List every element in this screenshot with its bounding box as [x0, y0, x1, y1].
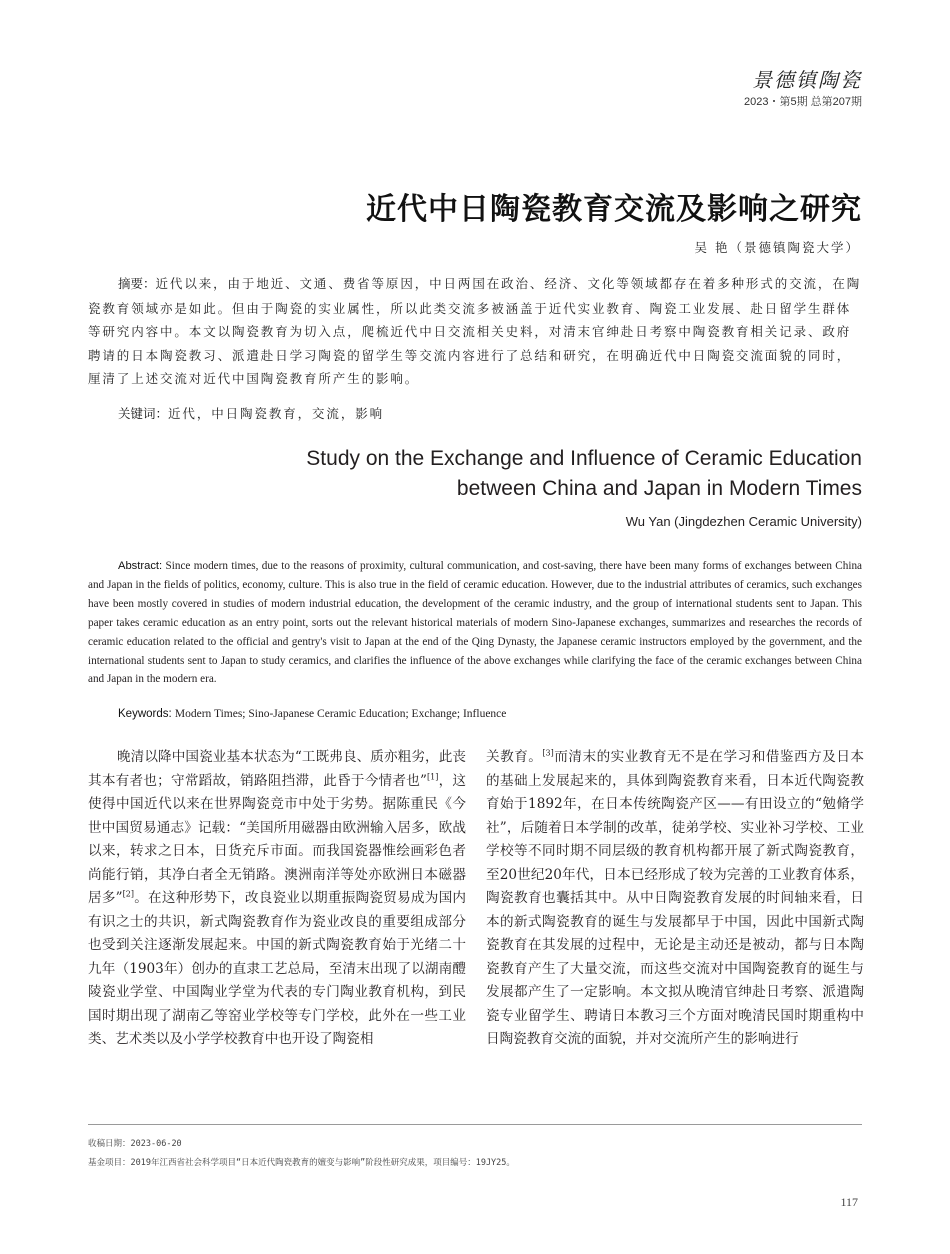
- cn-author: 吴 艳（景德镇陶瓷大学）: [694, 240, 860, 255]
- body-left-text-3: 。在这种形势下，改良瓷业以期重振陶瓷贸易成为国内有识之士的共识，新式陶瓷教育作为瓷业改良的重要组成部分也受到关注逐渐发展起来。中国的新式陶瓷教育始于光绪二十九年（1903年）创办的直隶工艺总局，至清末出现了以湖南醴陵瓷业学堂、中国陶业学堂为代表的专门陶业教育机构，到民国时期出现了湖南乙等窑业学校等专门学校，此外在一些工业类、艺术类以及小学学校教育中也开设了陶瓷相: [88, 890, 467, 1047]
- footnote-received: 收稿日期：2023-06-20: [88, 1139, 182, 1149]
- cn-keywords-label: 关键词：: [118, 407, 169, 421]
- cn-abstract-label: 摘要：: [118, 277, 156, 291]
- body-right-text-2: 而清末的实业教育无不是在学习和借鉴西方及日本的基础上发展起来的，具体到陶瓷教育来看，日本近代陶瓷教育始于1892年，在日本传统陶瓷产区——有田设立的“勉脩学社”，后随着日本学制的改革，徒弟学校、实业补习学校、工业学校等不同时期不同层级的教育机构都开展了新式陶瓷教育，至20世纪20年代，日本已经形成了较为完善的工业教育体系，陶瓷教育也囊括其中。从中日陶瓷教育发展的时间轴来看，日本的新式陶瓷教育的诞生与发展都早于中国，因此中国新式陶瓷教育在其发展的过程中，无论是主动还是被动，都与日本陶瓷教育产生了大量交流，而这些交流对中国陶瓷教育的诞生与发展都产生了一定影响。本文拟从晚清官绅赴日考察、派遣陶瓷专业留学生、聘请日本教习三个方面对晚清民国时期重构中日陶瓷教育交流的面貌，并对交流所产生的影响进行: [486, 749, 865, 1047]
- journal-logo: 景德镇陶瓷: [752, 68, 862, 92]
- cn-title: 近代中日陶瓷教育交流及影响之研究: [366, 192, 862, 227]
- cn-abstract-text: 近代以来，由于地近、文通、费省等原因，中日两国在政治、经济、文化等领域都存在着多种形式的交流，在陶瓷教育领域亦是如此。但由于陶瓷的实业属性，所以此类交流多被涵盖于近代实业教育、陶瓷工业发展、赴日留学生群体等研究内容中。本文以陶瓷教育为切入点，爬梳近代中日交流相关史料，对清末官绅赴日考察中陶瓷教育相关记录、政府聘请的日本陶瓷教习、派遣赴日学习陶瓷的留学生等交流内容进行了总结和研究，在明确近代中日陶瓷交流面貌的同时，厘清了上述交流对近代中国陶瓷教育所产生的影响。: [88, 276, 862, 387]
- cn-abstract: [88, 272, 862, 391]
- cn-keywords-text: 近代，中日陶瓷教育，交流，影响: [168, 406, 385, 421]
- en-abstract: [88, 557, 862, 689]
- en-keywords-text: Modern Times; Sino-Japanese Ceramic Education; Exchange; Influence: [174, 708, 507, 720]
- footer-divider: [88, 1124, 862, 1125]
- body-column-right: [486, 746, 864, 1052]
- en-title-line1: Study on the Exchange and Influence of Ceramic Education: [306, 447, 862, 470]
- body-left-text-1: 晚清以降中国瓷业基本状态为“工既弗良、质亦粗劣，此丧其本有者也；守常蹈故，销路阻挡滞，此昏于今情者也”: [88, 749, 466, 789]
- en-abstract-label: Abstract:: [118, 560, 163, 572]
- en-abstract-text: Since modern times, due to the reasons of proximity, cultural communication, and cost-saving, there have been many forms of exchanges between China and Japan in the fields of politics, economy, culture. This is also true in the field of ceramic education. However, due to the industrial attributes of ceramics, such exchanges have been mostly covered in studies of modern industrial education, the development of the ceramic industry, and the group of international students sent to Japan. This paper takes ceramic education as an entry point, sorts out the relevant historical materials of modern Sino-Japanese exchanges, summarizes and researches the records of ceramic education related to the official and gentry's visit to Japan at the end of the Qing Dynasty, the Japanese ceramic instructors employed by the government, and the international students sent to Japan to study ceramics, and clarifies the influence of the above exchanges while clarifying the face of the ceramic exchanges between China and Japan in the modern era.: [88, 560, 863, 686]
- body-left-text-2: ，这使得中国近代以来在世界陶瓷竞市中处于劣势。据陈重民《今世中国贸易通志》记载：“美国所用磁器由欧洲输入居多，欧战以来，转求之日本，日货充斥市面。而我国瓷器惟绘画彩色者尚能行销，其净白者全无销路。澳洲南洋等处亦欧洲日本磁器居多”: [88, 772, 466, 906]
- en-author: Wu Yan (Jingdezhen Ceramic University): [625, 514, 862, 529]
- issue-info: 2023・第5期 总第207期: [744, 96, 862, 108]
- citation-2: [2]: [122, 889, 134, 899]
- en-keywords-label: Keywords:: [118, 708, 172, 720]
- en-keywords: [118, 708, 506, 720]
- cn-keywords: [118, 404, 384, 422]
- page-number: 117: [840, 1195, 858, 1209]
- footnote-fund: 基金项目：2019年江西省社会科学项目“日本近代陶瓷教育的嬗变与影响”阶段性研究成果，项目编号：19JY25。: [88, 1158, 515, 1168]
- en-title: [222, 444, 862, 504]
- body-column-left: [88, 746, 466, 1052]
- citation-1: [1]: [426, 771, 439, 781]
- citation-3: [3]: [542, 748, 554, 758]
- body-right-text-1: 关教育。: [486, 749, 543, 765]
- en-title-line2: between China and Japan in Modern Times: [456, 477, 862, 500]
